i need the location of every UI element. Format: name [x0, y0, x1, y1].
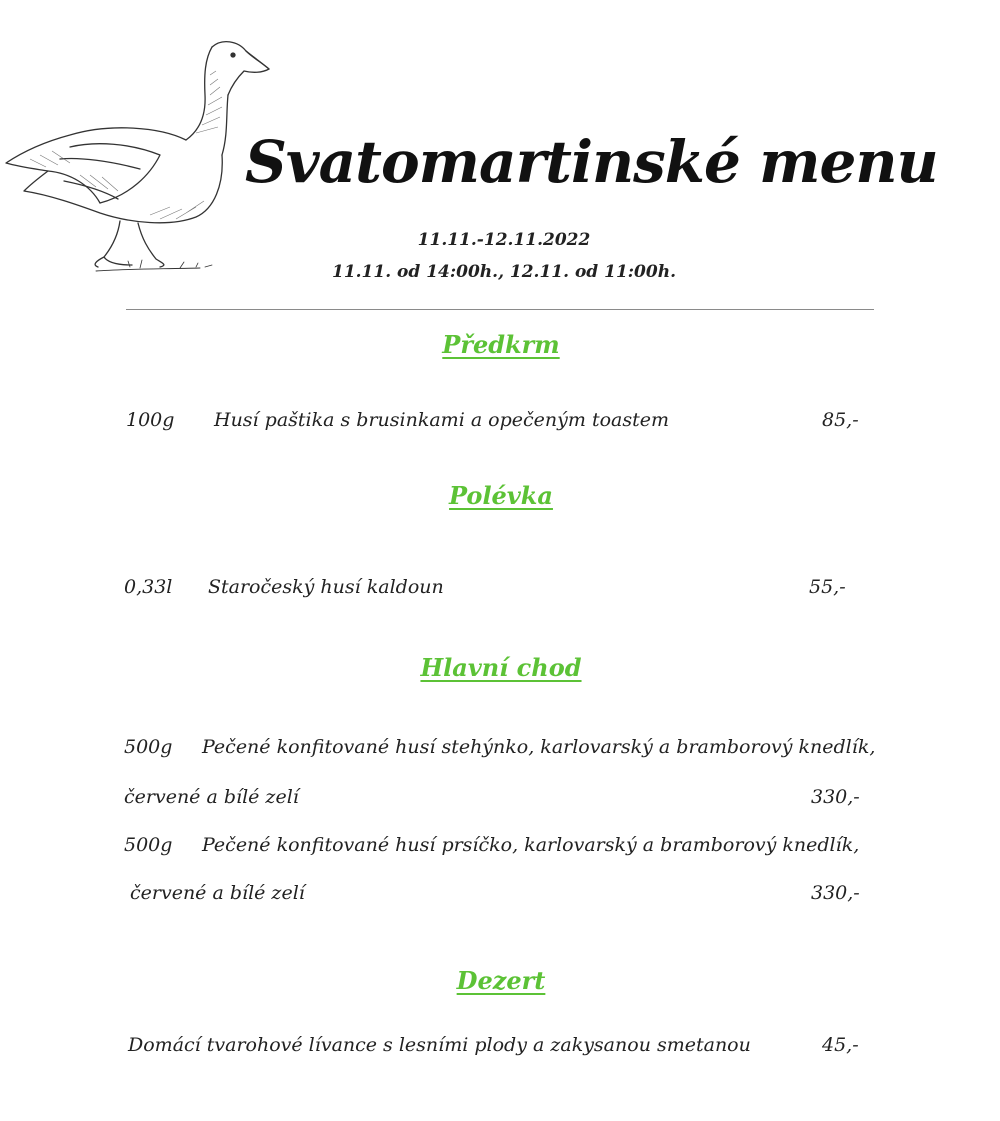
item-price: 330,-: [811, 882, 860, 904]
item-name: Husí paštika s brusinkami a opečeným toastem: [214, 409, 669, 431]
item-price: 330,-: [811, 786, 860, 808]
section-heading-dessert: Dezert: [456, 966, 546, 995]
item-price: 55,-: [809, 576, 846, 598]
item-name: Staročeský husí kaldoun: [208, 576, 444, 598]
section-heading-main: Hlavní chod: [420, 653, 582, 682]
item-name: Pečené konfitované husí prsíčko, karlovarský a bramborový knedlík,: [202, 834, 860, 856]
divider: [126, 309, 874, 310]
item-name: Pečené konfitované husí stehýnko, karlovarský a bramborový knedlík,: [202, 736, 876, 758]
item-name: Domácí tvarohové lívance s lesními plody a zakysanou smetanou: [128, 1034, 751, 1056]
item-name-continued: červené a bílé zelí: [124, 786, 299, 808]
section-heading-soup: Polévka: [449, 481, 553, 510]
item-quantity: 500g: [124, 834, 173, 856]
item-quantity: 0,33l: [124, 576, 173, 598]
opening-times: 11.11. od 14:00h., 12.11. od 11:00h.: [331, 262, 676, 282]
menu-title: Svatomartinské menu: [245, 128, 938, 196]
item-price: 45,-: [822, 1034, 859, 1056]
item-quantity: 100g: [126, 409, 175, 431]
section-heading-starter: Předkrm: [442, 330, 560, 359]
item-name-continued: červené a bílé zelí: [130, 882, 305, 904]
item-quantity: 500g: [124, 736, 173, 758]
item-price: 85,-: [822, 409, 859, 431]
date-range: 11.11.-12.11.2022: [417, 230, 591, 250]
